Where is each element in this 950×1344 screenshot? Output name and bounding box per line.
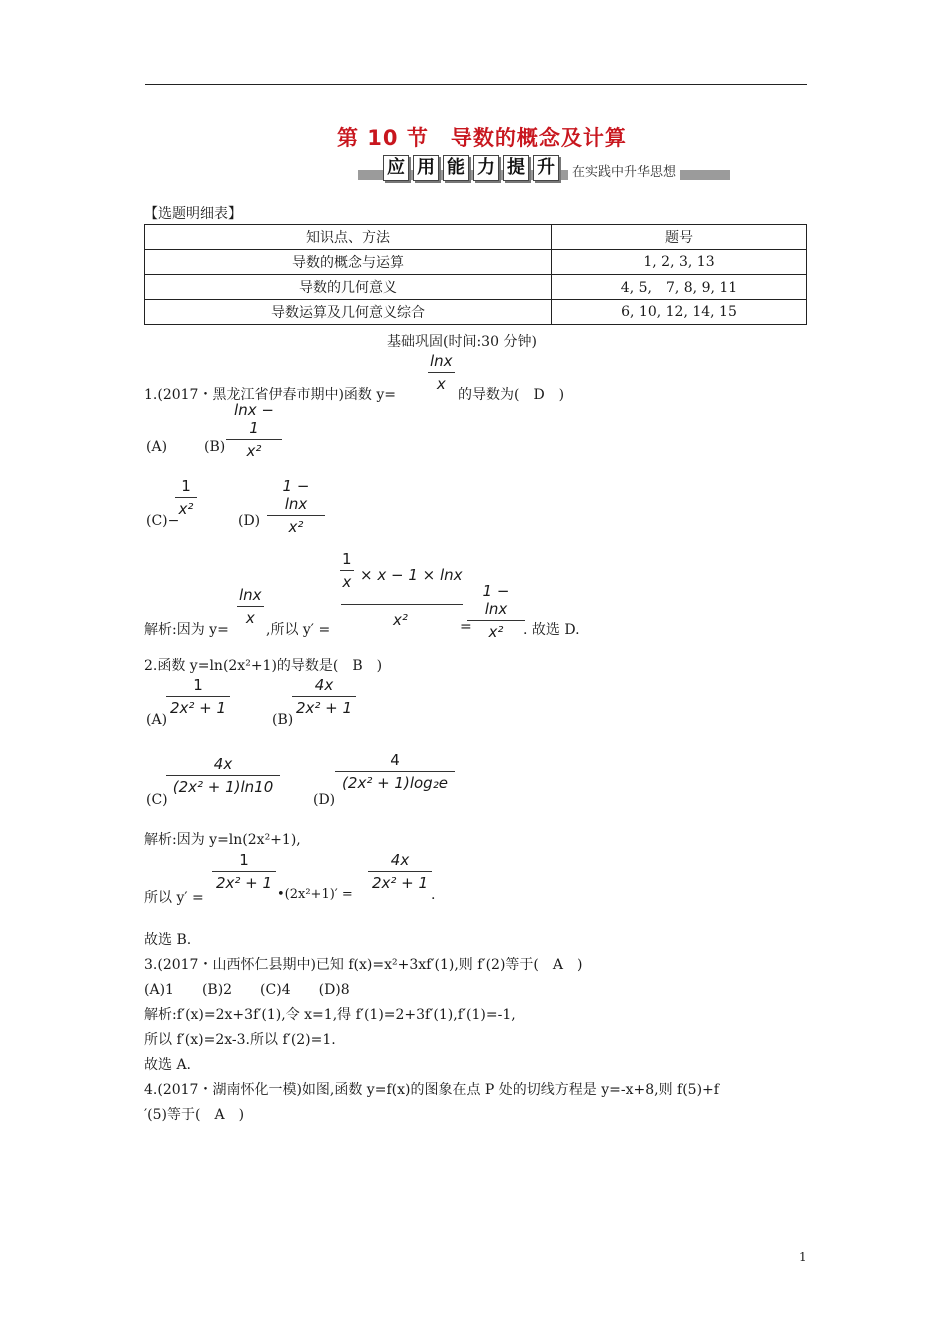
- q1-solution-main-denominator: x²: [393, 611, 408, 629]
- section-heading: 基础巩固(时间:30 分钟): [387, 334, 537, 350]
- fraction-bar: [467, 620, 525, 621]
- page-title: 第 10 节 导数的概念及计算: [337, 126, 627, 150]
- q2-solution-line-2-pre: 所以 y′ =: [144, 890, 204, 906]
- table-heading: 【选题明细表】: [144, 206, 242, 222]
- q1-stem-post: 的导数为( D ): [458, 387, 565, 403]
- q1-option-b-fraction: [226, 401, 282, 460]
- q1-option-a: (A): [146, 439, 168, 455]
- table-row: [145, 250, 807, 275]
- fraction-bar: [237, 606, 264, 607]
- q2-solution-fraction-2: [368, 851, 432, 892]
- q2-solution-line-2-post: .: [431, 887, 436, 903]
- q3-options: (A)1 (B)2 (C)4 (D)8: [144, 982, 350, 998]
- q1-solution-fraction-3: [467, 582, 525, 641]
- banner-char: 提: [503, 155, 529, 181]
- q2-solution-line-1: 解析:因为 y=ln(2x²+1),: [144, 832, 301, 848]
- q2-conclusion: 故选 B.: [144, 932, 192, 948]
- fraction-bar: [267, 515, 325, 516]
- q3-conclusion: 故选 A.: [144, 1057, 192, 1073]
- q1-option-d-label: (D): [238, 513, 261, 529]
- fraction-bar: [428, 372, 455, 373]
- q1-option-b-label: (B): [204, 439, 226, 455]
- banner-subtitle: 在实践中升华思想: [568, 161, 680, 180]
- q1-solution-equals: =: [460, 619, 472, 635]
- fraction-numerator: 1: [193, 676, 203, 694]
- fraction-numerator: 1: [181, 477, 191, 495]
- fraction-numerator: lnx: [430, 352, 453, 370]
- q1-stem-pre: 1.(2017・黑龙江省伊春市期中)函数 y=: [144, 387, 396, 403]
- q2-option-a-fraction: [166, 676, 230, 717]
- table-cell: 4, 5, 7, 8, 9, 11: [552, 275, 807, 300]
- q2-option-c-fraction: [166, 755, 280, 796]
- fraction-numerator: 4x: [314, 676, 334, 694]
- q1-solution-pre: 解析:因为 y=: [144, 622, 229, 638]
- q1-option-c-label: (C)−: [146, 513, 180, 529]
- fraction-bar: [226, 439, 282, 440]
- q4-stem-line-1: 4.(2017・湖南怀化一模)如图,函数 y=f(x)的图象在点 P 处的切线方程是 y=-x+8,则 f(5)+f: [144, 1082, 719, 1098]
- q3-stem: 3.(2017・山西怀仁县期中)已知 f(x)=x²+3xf′(1),则 f′(2)等于( A ): [144, 957, 583, 973]
- fraction-bar: [166, 775, 280, 776]
- fraction-denominator: x: [245, 609, 255, 627]
- q2-option-b-fraction: [292, 676, 356, 717]
- fraction-numerator: 1: [239, 851, 249, 869]
- q1-stem-fraction: [428, 352, 455, 393]
- q2-option-b-label: (B): [272, 712, 294, 728]
- fraction-numerator: 4: [390, 751, 400, 769]
- fraction-bar: [166, 696, 230, 697]
- fraction-bar: [368, 871, 432, 872]
- fraction-numerator: 1 − lnx: [482, 582, 510, 618]
- q2-solution-fraction-1: [212, 851, 276, 892]
- q4-stem-line-2: ′(5)等于( A ): [144, 1107, 245, 1123]
- fraction-numerator: lnx − 1: [234, 401, 274, 437]
- fraction-denominator: 2x² + 1: [371, 874, 429, 892]
- fraction-denominator: x²: [178, 500, 194, 518]
- q1-option-d-fraction: [267, 477, 325, 536]
- banner-char: 能: [443, 155, 469, 181]
- fraction-denominator: 2x² + 1: [169, 699, 227, 717]
- fraction-bar: [335, 771, 455, 772]
- q3-solution-line-1: 解析:f′(x)=2x+3f′(1),令 x=1,得 f′(1)=2+3f′(1),f′(1)=-1,: [144, 1007, 516, 1023]
- fraction-denominator: (2x² + 1)ln10: [172, 778, 274, 796]
- fraction-denominator: x: [436, 375, 446, 393]
- q1-option-c-fraction: [175, 477, 197, 518]
- header-rule: [145, 84, 807, 85]
- banner-char: 用: [413, 155, 439, 181]
- q2-option-a-label: (A): [146, 712, 168, 728]
- table-row: [145, 300, 807, 325]
- fraction-denominator: (2x² + 1)log₂e: [342, 774, 448, 792]
- banner-char: 应: [383, 155, 409, 181]
- q1-solution-post: . 故选 D.: [523, 622, 580, 638]
- fraction-denominator: x: [342, 573, 352, 591]
- page-number: 1: [799, 1250, 807, 1264]
- table-cell: 6, 10, 12, 14, 15: [552, 300, 807, 325]
- fraction-bar: [212, 871, 276, 872]
- table-cell: 导数的概念与运算: [145, 250, 552, 275]
- fraction-denominator: 2x² + 1: [295, 699, 353, 717]
- q1-solution-mid: ,所以 y′ =: [266, 622, 331, 638]
- fraction-bar: [175, 497, 197, 498]
- table-cell: 1, 2, 3, 13: [552, 250, 807, 275]
- topic-table: [144, 224, 807, 325]
- table-cell: 导数的几何意义: [145, 275, 552, 300]
- q1-solution-main-fraction-bar: [341, 604, 463, 605]
- fraction-denominator: x²: [288, 518, 304, 536]
- q2-stem: 2.函数 y=ln(2x²+1)的导数是( B ): [144, 658, 383, 674]
- q2-solution-line-2-mid: •(2x²+1)′ =: [277, 887, 353, 902]
- fraction-bar: [340, 570, 354, 571]
- q1-solution-inner-fraction: [340, 550, 354, 591]
- q1-solution-fraction-1: [237, 586, 264, 627]
- q2-option-d-label: (D): [313, 792, 336, 808]
- fraction-numerator: 1: [342, 550, 352, 568]
- fraction-numerator: 1 − lnx: [282, 477, 310, 513]
- fraction-numerator: 4x: [390, 851, 410, 869]
- section-banner: [358, 155, 730, 182]
- fraction-bar: [292, 696, 356, 697]
- q1-solution-numerator-rest: × x − 1 × lnx: [360, 566, 463, 584]
- table-row: [145, 275, 807, 300]
- fraction-denominator: 2x² + 1: [215, 874, 273, 892]
- fraction-numerator: 4x: [213, 755, 233, 773]
- table-header-cell: 知识点、方法: [145, 225, 552, 250]
- banner-char: 力: [473, 155, 499, 181]
- table-cell: 导数运算及几何意义综合: [145, 300, 552, 325]
- fraction-numerator: lnx: [239, 586, 262, 604]
- q3-solution-line-2: 所以 f′(x)=2x-3.所以 f′(2)=1.: [144, 1032, 336, 1048]
- table-header-cell: 题号: [552, 225, 807, 250]
- banner-char: 升: [533, 155, 559, 181]
- q2-option-d-fraction: [335, 751, 455, 792]
- fraction-denominator: x²: [488, 623, 504, 641]
- q2-option-c-label: (C): [146, 792, 168, 808]
- table-header-row: [145, 225, 807, 250]
- fraction-denominator: x²: [246, 442, 262, 460]
